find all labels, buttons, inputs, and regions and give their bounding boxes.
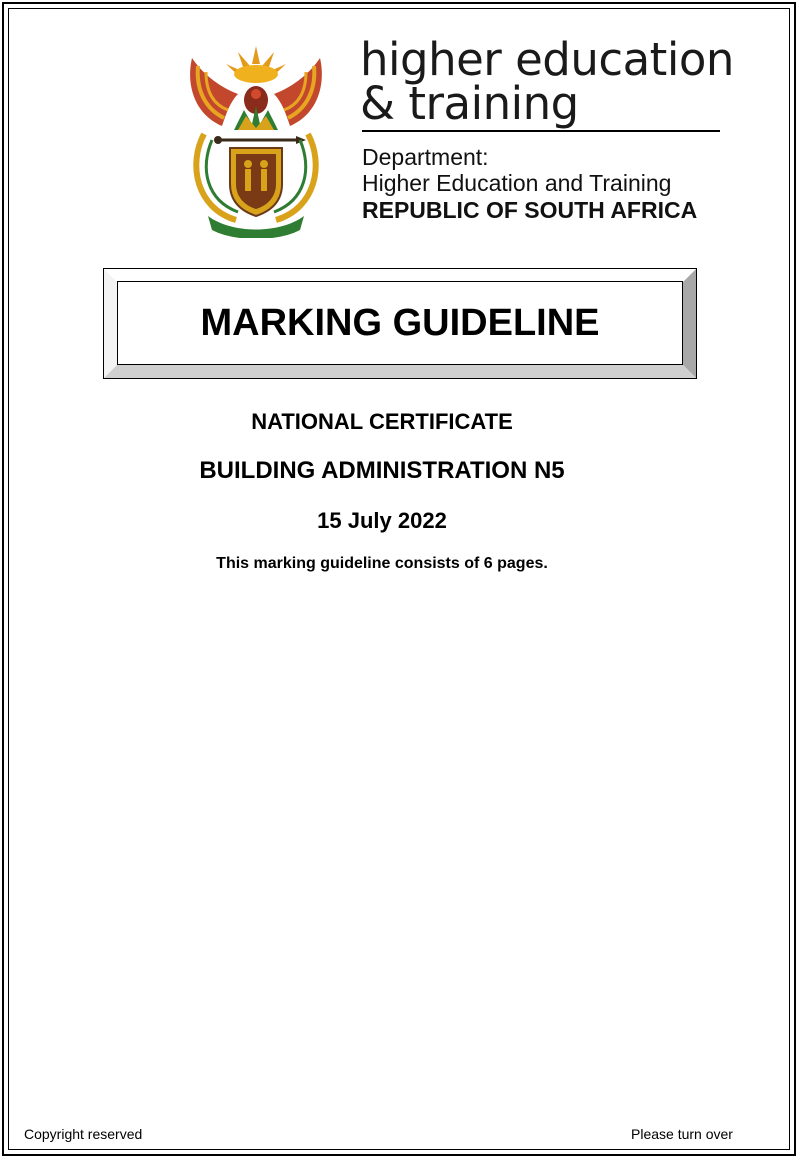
title-box (117, 281, 683, 365)
wordmark-line-1: higher education (360, 33, 734, 86)
department-label: Department: (362, 144, 489, 170)
bevel-left (104, 269, 117, 378)
department-wordmark (360, 33, 740, 130)
subject-heading: BUILDING ADMINISTRATION N5 (199, 457, 565, 484)
wordmark-line-2: & training (360, 77, 579, 130)
footer-turn-over: Please turn over (631, 1126, 733, 1142)
country-name: REPUBLIC OF SOUTH AFRICA (362, 197, 698, 223)
wordmark-divider (362, 130, 720, 132)
coat-of-arms-icon (182, 44, 330, 238)
bevel-bottom (104, 365, 696, 378)
department-details (362, 144, 742, 224)
exam-date: 15 July 2022 (317, 508, 447, 533)
bevel-top (104, 269, 696, 281)
certificate-heading: NATIONAL CERTIFICATE (251, 409, 513, 434)
document-title: MARKING GUIDELINE (200, 301, 600, 344)
bevel-right (683, 269, 696, 378)
department-name: Higher Education and Training (362, 170, 672, 196)
footer-copyright: Copyright reserved (24, 1126, 143, 1142)
title-frame (103, 268, 697, 379)
page-count-note: This marking guideline consists of 6 pages. (216, 555, 548, 572)
